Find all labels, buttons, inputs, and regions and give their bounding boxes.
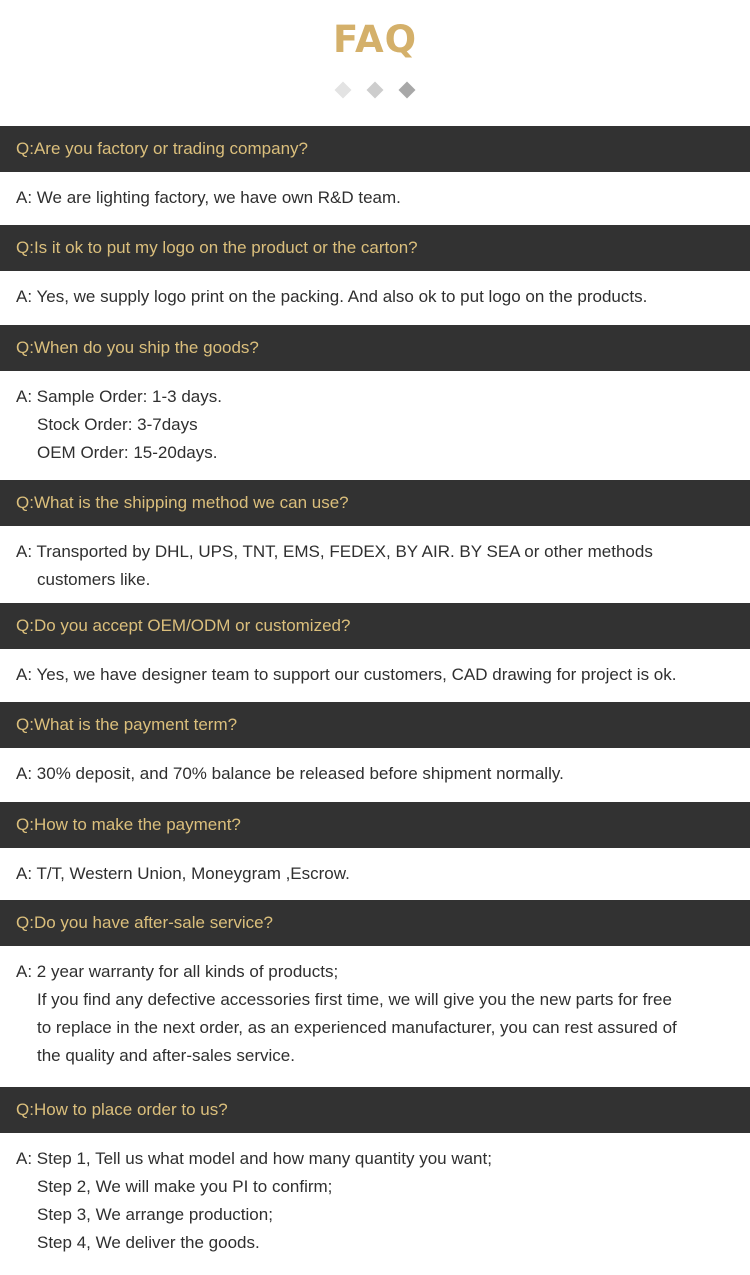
faq-answer-line: A: T/T, Western Union, Moneygram ,Escrow.: [16, 864, 350, 883]
faq-answer-line: Step 2, We will make you PI to confirm;: [37, 1177, 333, 1196]
faq-answer: [16, 184, 736, 212]
faq-answer-line: to replace in the next order, as an experienced manufacturer, you can rest assured of: [37, 1018, 677, 1037]
faq-question-bar: [0, 702, 750, 748]
faq-question-bar: [0, 900, 750, 946]
faq-answer: [16, 760, 736, 788]
faq-answer: [16, 958, 736, 1070]
diamond-icon: [399, 82, 416, 99]
faq-question-bar: [0, 1087, 750, 1133]
diamond-icon: [335, 82, 352, 99]
faq-answer-line: customers like.: [37, 570, 151, 589]
diamond-icon: [367, 82, 384, 99]
faq-question-bar: [0, 802, 750, 848]
faq-answer: [16, 860, 736, 888]
faq-question-text: Q:Do you have after-sale service?: [16, 913, 274, 932]
faq-question-bar: [0, 325, 750, 371]
faq-question-text: Q:When do you ship the goods?: [16, 338, 259, 357]
faq-answer-line: A: 30% deposit, and 70% balance be released before shipment normally.: [16, 764, 564, 783]
faq-answer-line: A: Sample Order: 1-3 days.: [16, 387, 222, 406]
faq-question-text: Q:Is it ok to put my logo on the product or the carton?: [16, 238, 418, 257]
faq-question-bar: [0, 126, 750, 172]
faq-answer-line: OEM Order: 15-20days.: [37, 443, 218, 462]
faq-answer-line: A: Step 1, Tell us what model and how many quantity you want;: [16, 1149, 492, 1168]
faq-question-text: Q:How to place order to us?: [16, 1100, 228, 1119]
faq-answer: [16, 538, 736, 594]
faq-answer-line: A: 2 year warranty for all kinds of products;: [16, 962, 339, 981]
faq-answer: [16, 1145, 736, 1257]
faq-question-text: Q:Are you factory or trading company?: [16, 139, 308, 158]
faq-answer-line: Stock Order: 3-7days: [37, 415, 198, 434]
faq-answer: [16, 283, 736, 311]
faq-answer-line: Step 3, We arrange production;: [37, 1205, 273, 1224]
faq-answer-line: A: Transported by DHL, UPS, TNT, EMS, FEDEX, BY AIR. BY SEA or other methods: [16, 542, 653, 561]
faq-answer-line: A: Yes, we supply logo print on the packing. And also ok to put logo on the products.: [16, 287, 648, 306]
faq-question-bar: [0, 603, 750, 649]
faq-answer-line: Step 4, We deliver the goods.: [37, 1233, 260, 1252]
faq-answer: [16, 661, 736, 689]
faq-answer-line: the quality and after-sales service.: [37, 1046, 295, 1065]
faq-answer-line: A: We are lighting factory, we have own R&D team.: [16, 188, 401, 207]
faq-question-text: Q:How to make the payment?: [16, 815, 241, 834]
faq-answer-line: A: Yes, we have designer team to support our customers, CAD drawing for project is ok.: [16, 665, 677, 684]
page-title: FAQ: [332, 18, 418, 61]
faq-question-text: Q:Do you accept OEM/ODM or customized?: [16, 616, 351, 635]
faq-answer-line: If you find any defective accessories first time, we will give you the new parts for free: [37, 990, 672, 1009]
faq-answer: [16, 383, 736, 467]
faq-question-bar: [0, 225, 750, 271]
faq-question-bar: [0, 480, 750, 526]
faq-question-text: Q:What is the shipping method we can use?: [16, 493, 349, 512]
faq-question-text: Q:What is the payment term?: [16, 715, 238, 734]
